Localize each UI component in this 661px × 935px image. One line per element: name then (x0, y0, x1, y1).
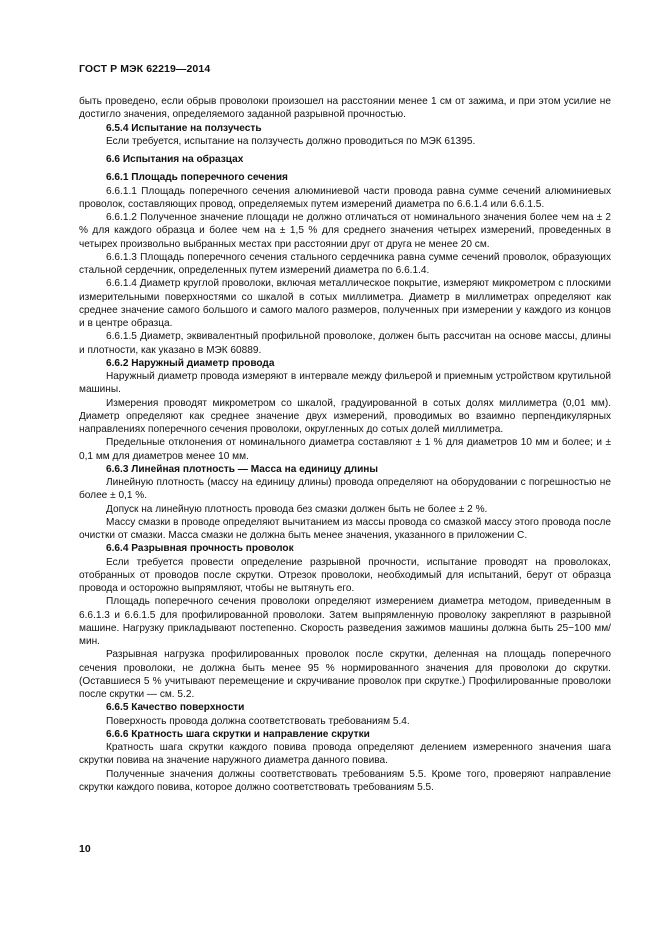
paragraph: Допуск на линейную плотность провода без смазки должен быть не более ± 2 %. (106, 503, 488, 515)
paragraph: Линейную плотность (массу на единицу длины) провода определяют на оборудовании с погрешностью не более ± 0,1 %. (79, 477, 611, 502)
section-heading: 6.5.4 Испытание на ползучесть (106, 122, 262, 134)
paragraph: Массу смазки в проводе определяют вычитанием из массы провода со смазкой массу этого провода после очистки от смазки. Масса смазки не должна быть менее значения, указанного в приложении С. (79, 516, 611, 541)
section-heading: 6.6.1 Площадь поперечного сечения (106, 172, 288, 184)
section-heading: 6.6.2 Наружный диаметр провода (106, 357, 275, 369)
paragraph: Полученные значения должны соответствовать требованиям 5.5. Кроме того, проверяют направление скрутки каждого повива, которое должно соответствовать требованиям 5.5. (79, 768, 611, 793)
section-heading: 6.6.6 Кратность шага скрутки и направление скрутки (106, 728, 370, 740)
document-header: ГОСТ Р МЭК 62219—2014 (79, 63, 211, 75)
paragraph: 6.6.1.2 Полученное значение площади не должно отличаться от номинального значения более чем на ± 2 % для каждого образца и более чем на ± 1,5 % для среднего значения четырех измерений, проведенных в четырех произвольно выбранных местах при расстоянии друг от друга не менее 20 см. (79, 212, 611, 250)
paragraph: Площадь поперечного сечения проволоки определяют измерением диаметра методом, приведенным в 6.6.1.3 и 6.6.1.5 для профилированной проволоки. Затем выпрямленную проволоку закрепляют в разрывной машине. Нагрузку прикладывают постепенно. Скорость разведения зажимов машины должна быть 25−100 мм/мин. (79, 596, 611, 647)
paragraph: быть проведено, если обрыв проволоки произошел на расстоянии менее 1 см от зажима, и при этом усилие не достигло значения, определяемого заданной разрывной прочностью. (79, 96, 611, 121)
paragraph: 6.6.1.3 Площадь поперечного сечения стального сердечника равна сумме сечений проволок, образующих стальной сердечник, определенных путем измерений диаметра по 6.6.1.4. (79, 251, 611, 276)
paragraph: Разрывная нагрузка профилированных проволок после скрутки, деленная на площадь поперечного сечения проволоки, не должна быть менее 95 % нормированного значения для проволоки до скрутки. (Оставшиеся 5 % учитывают перемещение и скручивание проволок при скрутке.) Профилированные проволоки после скрутки — см. 5.2. (79, 649, 611, 700)
paragraph: Измерения проводят микрометром со шкалой, градуированной в сотых долях миллиметра (0,01 мм). Диаметр определяют как среднее значение двух измерений, проводимых во взаимно перпендикулярных направлениях поперечного сечения проволоки, округленных до сотых долей миллиметра. (79, 397, 611, 435)
paragraph: Предельные отклонения от номинального диаметра составляют ± 1 % для диаметров 10 мм и более; и ± 0,1 мм для диаметров менее 10 мм. (79, 437, 611, 462)
paragraph: 6.6.1.4 Диаметр круглой проволоки, включая металлическое покрытие, измеряют микрометром с плоскими измерительными поверхностями со шкалой в сотых миллиметра. Диаметр в миллиметрах определяют как среднее значение самого большого и самого малого размеров, полученных при измерении у каждого из концов и в центре образца. (79, 278, 611, 329)
paragraph: Поверхность провода должна соответствовать требованиям 5.4. (106, 715, 410, 727)
document-body (79, 95, 611, 794)
page-number: 10 (79, 843, 91, 855)
section-heading: 6.6 Испытания на образцах (106, 154, 244, 165)
section-heading: 6.6.4 Разрывная прочность проволок (106, 543, 294, 555)
paragraph: Если требуется, испытание на ползучесть должно проводиться по МЭК 61395. (106, 135, 476, 147)
paragraph: 6.6.1.1 Площадь поперечного сечения алюминиевой части провода равна сумме сечений алюминиевых проволок, составляющих провод, определяемых путем измерений диаметра по 6.6.1.4 или 6.6.1.5. (79, 185, 611, 210)
paragraph: 6.6.1.5 Диаметр, эквивалентный профильной проволоке, должен быть рассчитан на основе массы, длины и плотности, как указано в МЭК 60889. (79, 331, 611, 356)
paragraph: Кратность шага скрутки каждого повива провода определяют делением измеренного значения шага скрутки повива на значение наружного диаметра данного повива. (79, 742, 611, 767)
paragraph: Если требуется провести определение разрывной прочности, испытание проводят на проволоках, отобранных от проводов после скрутки. Отрезок проволоки, необходимый для испытаний, берут от образца провода и осторожно выпрямляют, чтобы не вытянуть его. (79, 556, 611, 594)
paragraph: Наружный диаметр провода измеряют в интервале между фильерой и приемным устройством крутильной машины. (79, 371, 611, 396)
section-heading: 6.6.5 Качество поверхности (106, 702, 245, 714)
section-heading: 6.6.3 Линейная плотность — Масса на единицу длины (106, 463, 379, 475)
